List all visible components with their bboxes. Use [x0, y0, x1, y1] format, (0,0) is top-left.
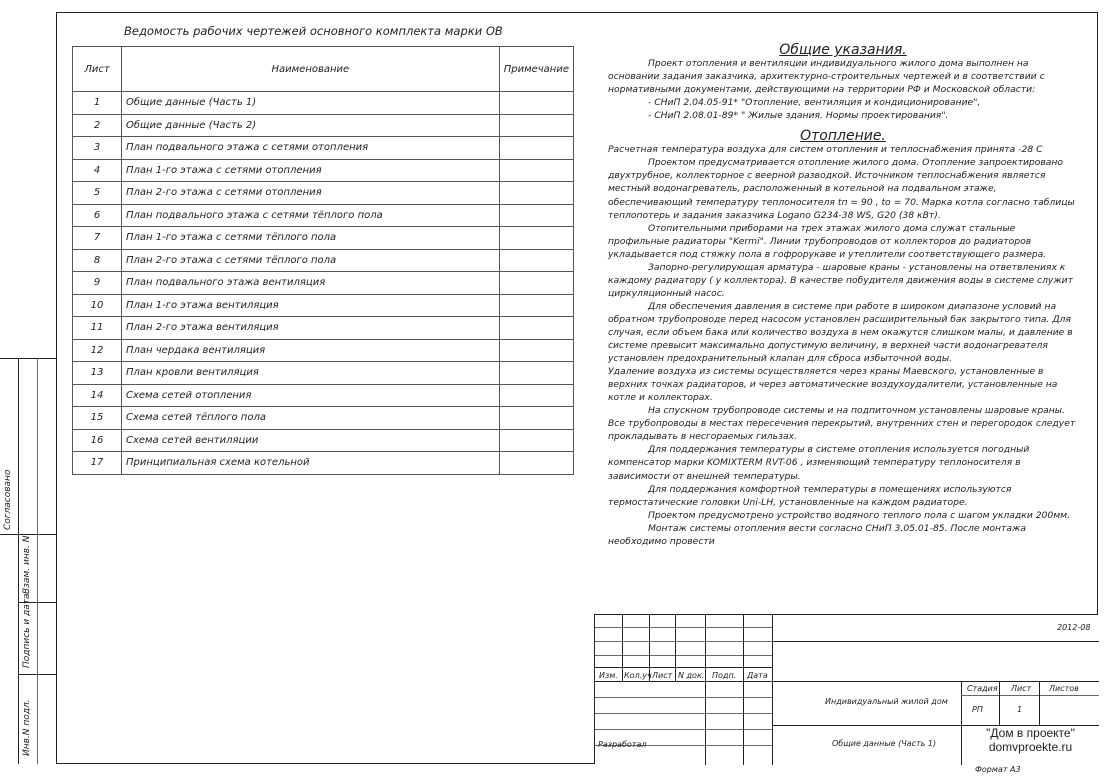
sign-date-label: Подпись и дата — [22, 593, 32, 668]
sheet-number-cell: 13 — [73, 362, 122, 385]
table-row — [73, 137, 574, 160]
sheet-note-cell — [499, 384, 573, 407]
heating-para: Запорно-регулирующая арматура - шаровые краны - установлены на ответвлениях к каждому радиатору ( у коллектора). В качестве побудителя движения воды в системе служит циркуляционный насос. — [608, 261, 1073, 299]
sheet-name-cell: План 2-го этажа с сетями отопления — [122, 182, 500, 205]
heating-para: Проектом предусматривается отопление жилого дома. Отопление запроектировано двухтрубное, коллекторное с веерной разводкой. Источником теплоснабжения является местный водонагреватель, расположенный в котельной на подвальном этаже, обеспечивающий температуру теплоносителя tп = 90 , tо = 70. Марка котла согласно таблицы теплопотерь и задания заказчика Logano G234-38 WS, G20 (38 кВт). — [608, 157, 1075, 221]
heating-heading: Отопление. — [800, 128, 886, 145]
sheet-title: Общие данные (Часть 1) — [832, 739, 937, 748]
replace-inv-label: Взам. инв. N — [22, 535, 32, 594]
table-row — [73, 339, 574, 362]
sheet-number-cell: 15 — [73, 407, 122, 430]
sheet-list-table — [72, 46, 574, 475]
general-heading: Общие указания. — [779, 42, 907, 58]
col-data: Дата — [747, 671, 768, 680]
col-ndok: N док. — [678, 671, 705, 680]
general-para: - СНиП 2.04.05-91* "Отопление, вентиляция и кондиционирование", — [648, 97, 981, 109]
heating-para: Проектом предусмотрено устройство водяного теплого пола с шагом укладки 200мм. — [648, 509, 1071, 521]
heating-para: Расчетная температура воздуха для систем отопления и теплоснабжения принята -28 С — [608, 144, 1043, 156]
sheet-name-cell: План подвального этажа вентиляция — [122, 272, 500, 295]
heating-para: Отопительными приборами на трех этажах жилого дома служат стальные профильные радиаторы "Kermi". Линии трубопроводов от коллекторов до радиаторов укладывается под стяжку пола в гофрорукаве и утеплители соответствующего размера. — [608, 222, 1047, 260]
table-row — [73, 114, 574, 137]
sheet-name-cell: Принципиальная схема котельной — [122, 452, 500, 475]
sheet-name-cell: Схема сетей тёплого пола — [122, 407, 500, 430]
sheet-note-cell — [499, 204, 573, 227]
table-row — [73, 294, 574, 317]
heating-para: Для обеспечения давления в системе при работе в широком диапазоне условий на обратном трубопроводе перед насосом установлен расширительный бак закрытого типа. Для случая, если объем бака или количество воздуха в нем окажутся слишком малы, и давление в системе превысит максимально допустимую величину, в верхней части водонагревателя установлен предохранительный клапан для сброса избыточной воды. — [608, 300, 1073, 365]
sheet-note-cell — [499, 339, 573, 362]
notes-column — [608, 44, 1078, 548]
col-sheet: Лист — [73, 47, 122, 92]
org-name: "Дом в проекте" — [986, 726, 1075, 740]
object-name: Индивидуальный жилой дом — [825, 697, 948, 706]
table-row — [73, 159, 574, 182]
col-note: Примечание — [499, 47, 573, 92]
sheet-list-title: Ведомость рабочих чертежей основного комплекта марки ОВ — [124, 24, 503, 38]
sheet-name-cell: План 1-го этажа с сетями тёплого пола — [122, 227, 500, 250]
org-site: domvproekte.ru — [988, 740, 1073, 754]
sheet-name-cell: План подвального этажа с сетями отопления — [122, 137, 500, 160]
sheet-number-cell: 12 — [73, 339, 122, 362]
heating-para: Монтаж системы отопления вести согласно СНиП 3.05.01-85. После монтажа необходимо провести — [608, 522, 1026, 547]
col-koluch: Кол.уч — [624, 671, 652, 680]
table-row — [73, 249, 574, 272]
sheet-note-cell — [499, 362, 573, 385]
sheet-name-cell: План кровли вентиляция — [122, 362, 500, 385]
table-row — [73, 429, 574, 452]
sheet-number-cell: 3 — [73, 137, 122, 160]
table-row — [73, 182, 574, 205]
sheet-number-cell: 1 — [73, 92, 122, 115]
project-code: 2012-08 — [1057, 623, 1091, 632]
heating-para: Удаление воздуха из системы осуществляется через краны Маевского, установленные в верхних точках радиаторов, и через автоматические воздухоудалители, установленные на котле и коллекторах. — [608, 366, 1058, 404]
heating-para: Для поддержания температуры в системе отопления используется погодный компенсатор марки KOMIXTERM RVT-06 , изменяющий температуру теплоносителя в зависимости от внешней температуры. — [608, 444, 1030, 482]
table-row — [73, 452, 574, 475]
table-row — [73, 317, 574, 340]
sheet-note-cell — [499, 114, 573, 137]
list-label: Лист — [1011, 684, 1032, 693]
title-block — [594, 614, 1098, 764]
sheet-name-cell: Схема сетей вентиляции — [122, 429, 500, 452]
sheet-name-cell: План подвального этажа с сетями тёплого пола — [122, 204, 500, 227]
listov-label: Листов — [1049, 684, 1079, 693]
sheet-note-cell — [499, 182, 573, 205]
sheet-number-cell: 17 — [73, 452, 122, 475]
left-strip — [0, 358, 56, 764]
general-para: Проект отопления и вентиляции индивидуального жилого дома выполнен на основании задания заказчика, архитектурно-строительных чертежей и в соответствии с нормативными документами, действующими на территории РФ и Московской области: — [608, 58, 1045, 96]
sheet-number-cell: 9 — [73, 272, 122, 295]
stage-value: РП — [972, 705, 983, 714]
sheet-name-cell: Схема сетей отопления — [122, 384, 500, 407]
stage-label: Стадия — [967, 684, 998, 693]
inv-orig-label: Инв.N подл. — [22, 699, 32, 756]
sheet-number-cell: 10 — [73, 294, 122, 317]
heating-para: Все трубопроводы в местах пересечения перекрытий, внутренних стен и перегородок следует прокладывать в несгораемых гильзах. — [608, 418, 1076, 443]
heating-para: Для поддержания комфортной температуры в помещениях используются термостатические головки Uni-LH, установленные на каждом радиаторе. — [608, 483, 1012, 508]
col-podp: Подп. — [712, 671, 737, 680]
format-label: Формат А3 — [975, 765, 1021, 774]
sheet-note-cell — [499, 249, 573, 272]
sheet-note-cell — [499, 452, 573, 475]
sheet-number: 1 — [1017, 705, 1023, 714]
sheet-name-cell: План чердака вентиляция — [122, 339, 500, 362]
table-row — [73, 272, 574, 295]
sheet-note-cell — [499, 429, 573, 452]
sheet-number-cell: 2 — [73, 114, 122, 137]
sheet-name-cell: План 1-го этажа вентиляция — [122, 294, 500, 317]
sheet-number-cell: 11 — [73, 317, 122, 340]
sheet-number-cell: 4 — [73, 159, 122, 182]
sheet-number-cell: 5 — [73, 182, 122, 205]
sheet-note-cell — [499, 227, 573, 250]
col-izm: Изм. — [599, 671, 618, 680]
table-row — [73, 227, 574, 250]
sheet-note-cell — [499, 294, 573, 317]
sheet-note-cell — [499, 92, 573, 115]
sheet-name-cell: План 2-го этажа с сетями тёплого пола — [122, 249, 500, 272]
table-row — [73, 204, 574, 227]
sheet-number-cell: 14 — [73, 384, 122, 407]
table-row — [73, 384, 574, 407]
sheet-name-cell: План 1-го этажа с сетями отопления — [122, 159, 500, 182]
agreed-label: Согласовано — [3, 469, 13, 530]
col-list: Лист — [652, 671, 673, 680]
sheet-note-cell — [499, 159, 573, 182]
table-row — [73, 92, 574, 115]
sheet-number-cell: 16 — [73, 429, 122, 452]
table-row — [73, 407, 574, 430]
heating-para: На спускном трубопроводе системы и на подпиточном установлены шаровые краны. — [648, 405, 1065, 417]
sheet-number-cell: 8 — [73, 249, 122, 272]
heating-paragraphs — [608, 143, 1078, 547]
sheet-note-cell — [499, 272, 573, 295]
table-row — [73, 362, 574, 385]
developed-label: Разработал — [598, 740, 647, 749]
sheet-note-cell — [499, 407, 573, 430]
general-para: - СНиП 2.08.01-89* " Жилые здания. Нормы проектирования". — [648, 110, 949, 122]
sheet-note-cell — [499, 137, 573, 160]
sheet-name-cell: Общие данные (Часть 2) — [122, 114, 500, 137]
sheet-number-cell: 7 — [73, 227, 122, 250]
sheet-name-cell: Общие данные (Часть 1) — [122, 92, 500, 115]
organization — [962, 726, 1099, 754]
col-name: Наименование — [122, 47, 500, 92]
sheet-number-cell: 6 — [73, 204, 122, 227]
sheet-name-cell: План 2-го этажа вентиляция — [122, 317, 500, 340]
sheet-note-cell — [499, 317, 573, 340]
